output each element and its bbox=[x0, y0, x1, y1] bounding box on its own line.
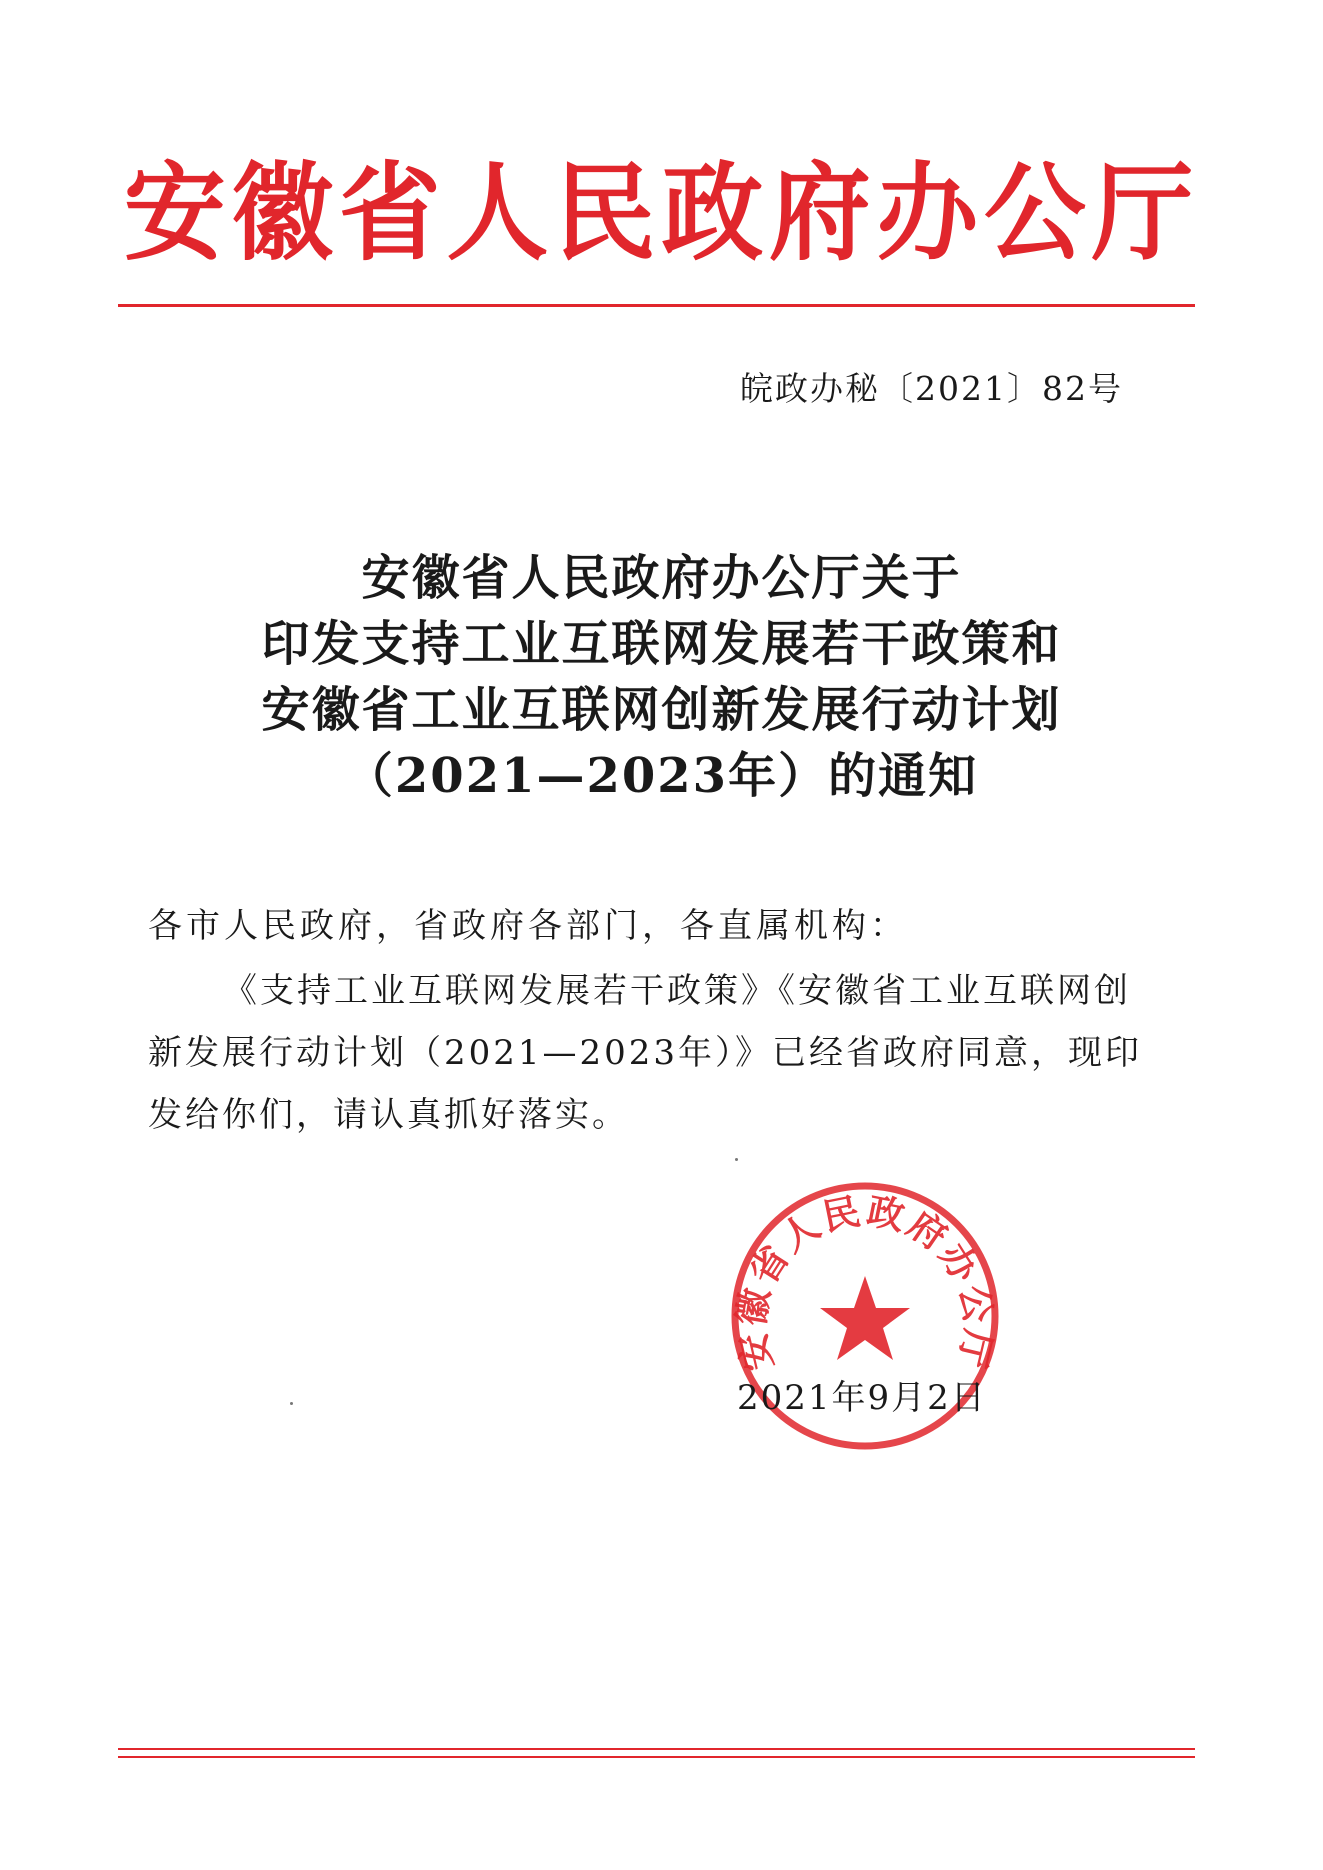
issuer-masthead: 安徽省人民政府办公厅 bbox=[123, 150, 1200, 275]
footer-divider bbox=[118, 1756, 1195, 1758]
document-title bbox=[0, 545, 1323, 809]
seal-text: 安徽省人民政府办公厅 bbox=[729, 1189, 1001, 1375]
title-line: 安徽省工业互联网创新发展行动计划 bbox=[261, 682, 1062, 738]
footer-divider bbox=[118, 1748, 1195, 1750]
title-line: 安徽省人民政府办公厅关于 bbox=[361, 550, 962, 606]
salutation: 各市人民政府，省政府各部门，各直属机构： bbox=[148, 906, 908, 946]
scan-speck bbox=[735, 1158, 738, 1161]
scan-speck bbox=[290, 1402, 293, 1405]
signature-date: 2021年9月2日 bbox=[737, 1378, 987, 1418]
masthead-divider bbox=[118, 304, 1195, 307]
title-line: 印发支持工业互联网发展若干政策和 bbox=[261, 616, 1062, 672]
star-icon bbox=[820, 1276, 910, 1360]
document-number: 皖政办秘〔2021〕82号 bbox=[740, 369, 1123, 408]
body-paragraph: 《支持工业互联网发展若干政策》《安徽省工业互联网创新发展行动计划（2021—2023年）》已经省政府同意，现印发给你们，请认真抓好落实。 bbox=[148, 971, 1143, 1135]
title-line: （2021—2023年）的通知 bbox=[344, 748, 979, 804]
